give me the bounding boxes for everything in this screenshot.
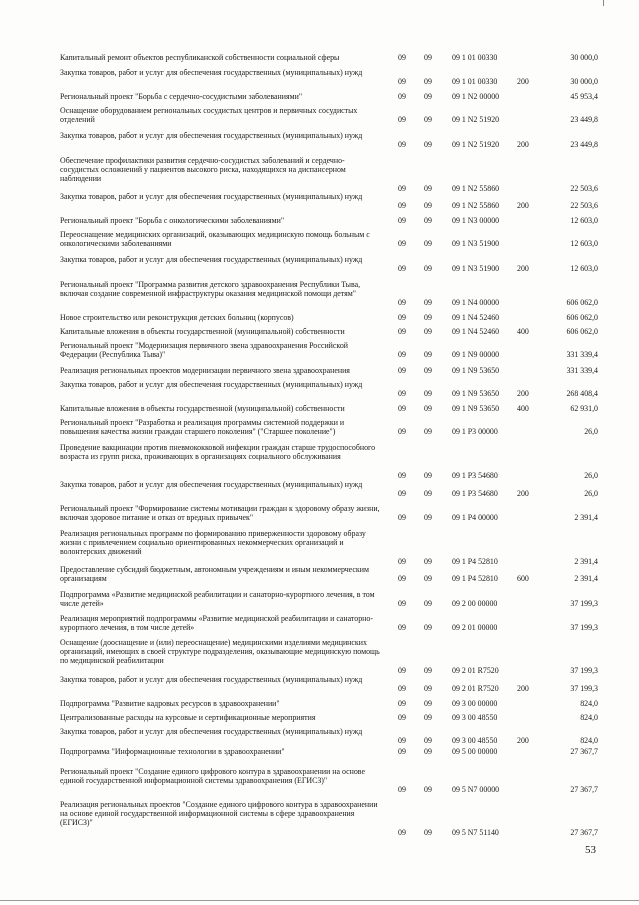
amount: 12 603,0 [570, 264, 598, 274]
amount: 268 408,4 [566, 389, 598, 399]
target-article-code: 09 1 N2 00000 [452, 92, 500, 101]
target-article-code: 09 1 P4 00000 [452, 513, 498, 523]
row-description: Предоставление субсидий бюджетным, автономным учреждениям и иным некоммерческим организациям [60, 565, 369, 584]
row-description: Закупка товаров, работ и услуг для обеспечения государственных (муниципальных) нужд [60, 380, 363, 389]
section-code: 09 [398, 313, 406, 322]
section-code: 09 [398, 470, 406, 480]
target-article-code: 09 1 N9 53650 [452, 366, 500, 375]
section-code: 09 [398, 665, 406, 675]
target-article-code: 09 1 P4 52810 [452, 574, 498, 584]
subsection-code: 09 [424, 736, 432, 746]
subsection-code: 09 [424, 239, 432, 249]
expense-type-code: 600 [517, 574, 529, 584]
section-code: 09 [398, 785, 406, 795]
target-article-code: 09 1 N4 00000 [452, 298, 500, 308]
amount: 45 953,4 [570, 92, 598, 101]
amount: 824,0 [580, 713, 598, 722]
row-description: Закупка товаров, работ и услуг для обеспечения государственных (муниципальных) нужд [60, 192, 363, 201]
amount: 26,0 [584, 489, 598, 499]
row-description: Новое строительство или реконструкция детских больниц (корпусов) [60, 313, 294, 322]
amount: 62 931,0 [570, 404, 598, 413]
subsection-code: 09 [424, 699, 432, 708]
expense-type-code: 200 [517, 77, 529, 87]
row-description: Региональный проект "Программа развития детского здравоохранения Республики Тыва, включая создание современной инфраструктуры оказания медицинской помощи детям" [60, 280, 361, 299]
expense-type-code: 200 [517, 736, 529, 746]
target-article-code: 09 3 00 48550 [452, 713, 498, 722]
amount: 2 391,4 [574, 574, 598, 584]
section-code: 09 [398, 298, 406, 308]
expense-type-code: 200 [517, 389, 529, 399]
section-code: 09 [398, 736, 406, 746]
subsection-code: 09 [424, 366, 432, 375]
target-article-code: 09 1 N4 52460 [452, 313, 500, 322]
subsection-code: 09 [424, 556, 432, 566]
amount: 23 449,8 [570, 140, 598, 150]
expense-type-code: 200 [517, 684, 529, 694]
amount: 27 367,7 [570, 827, 598, 837]
section-code: 09 [398, 747, 406, 756]
section-code: 09 [398, 201, 406, 211]
target-article-code: 09 1 N3 51900 [452, 264, 500, 274]
section-code: 09 [398, 216, 406, 225]
section-code: 09 [398, 623, 406, 633]
subsection-code: 09 [424, 713, 432, 722]
amount: 27 367,7 [570, 747, 598, 756]
section-code: 09 [398, 513, 406, 523]
expense-type-code: 200 [517, 201, 529, 211]
target-article-code: 09 1 P3 54680 [452, 470, 498, 480]
subsection-code: 09 [424, 785, 432, 795]
subsection-code: 09 [424, 53, 432, 62]
target-article-code: 09 3 00 48550 [452, 736, 498, 746]
target-article-code: 09 2 01 R7520 [452, 665, 499, 675]
section-code: 09 [398, 427, 406, 437]
subsection-code: 09 [424, 115, 432, 125]
section-code: 09 [398, 77, 406, 87]
target-article-code: 09 1 P3 00000 [452, 427, 498, 437]
section-code: 09 [398, 556, 406, 566]
subsection-code: 09 [424, 623, 432, 633]
subsection-code: 09 [424, 404, 432, 413]
subsection-code: 09 [424, 599, 432, 609]
row-description: Региональный проект "Формирование системы мотивации граждан к здоровому образу жизни, включая здоровое питание и отказ от вредных привычек" [60, 504, 380, 523]
subsection-code: 09 [424, 470, 432, 480]
row-description: Подпрограмма "Информационные технологии в здравоохранении" [60, 747, 285, 756]
section-code: 09 [398, 366, 406, 375]
amount: 824,0 [580, 699, 598, 708]
target-article-code: 09 2 01 00000 [452, 623, 498, 633]
amount: 23 449,8 [570, 115, 598, 125]
expense-type-code: 400 [517, 327, 529, 336]
row-description: Подпрограмма "Развитие кадровых ресурсов в здравоохранении" [60, 699, 280, 708]
row-description: Реализация региональных проектов модернизации первичного звена здравоохранения [60, 366, 350, 375]
section-code: 09 [398, 684, 406, 694]
section-code: 09 [398, 350, 406, 360]
amount: 331 339,4 [566, 366, 598, 375]
row-description: Региональный проект "Разработка и реализация программы системной поддержки и повышения качества жизни граждан старшего поколения" ("Старшее поколение") [60, 418, 345, 437]
row-description: Закупка товаров, работ и услуг для обеспечения государственных (муниципальных) нужд [60, 68, 363, 77]
amount: 37 199,3 [570, 684, 598, 694]
subsection-code: 09 [424, 216, 432, 225]
section-code: 09 [398, 389, 406, 399]
row-description: Проведение вакцинации против пневмококковой инфекции граждан старше трудоспособного возраста из групп риска, проживающих в организациях социального обслуживания [60, 443, 376, 462]
page-number: 53 [585, 844, 596, 856]
row-description: Региональный проект "Борьба с онкологическими заболеваниями" [60, 216, 285, 225]
expense-type-code: 200 [517, 489, 529, 499]
subsection-code: 09 [424, 313, 432, 322]
amount: 2 391,4 [574, 556, 598, 566]
target-article-code: 09 1 P3 54680 [452, 489, 498, 499]
section-code: 09 [398, 404, 406, 413]
expense-type-code: 200 [517, 264, 529, 274]
row-description: Закупка товаров, работ и услуг для обеспечения государственных (муниципальных) нужд [60, 131, 363, 140]
section-code: 09 [398, 53, 406, 62]
row-description: Реализация региональных программ по формированию приверженности здоровому образу жизни с привлечением социально ориентированных некоммерческих организаций и волонтерских движений [60, 529, 366, 557]
subsection-code: 09 [424, 574, 432, 584]
row-description: Переоснащение медицинских организаций, оказывающих медицинскую помощь больным с онкологическими заболеваниями [60, 230, 370, 249]
expense-type-code: 400 [517, 404, 529, 413]
row-description: Централизованные расходы на курсовые и сертификационные мероприятия [60, 713, 316, 722]
section-code: 09 [398, 183, 406, 193]
section-code: 09 [398, 115, 406, 125]
target-article-code: 09 2 00 00000 [452, 599, 498, 609]
target-article-code: 09 1 N2 51920 [452, 115, 500, 125]
row-description: Оснащение (дооснащение и (или) переоснащение) медицинскими изделиями медицинских организаций, имеющих в своей структуре подразделения, оказывающие медицинскую помощь по медицинской реабилитации [60, 638, 380, 666]
row-description: Капитальные вложения в объекты государственной (муниципальной) собственности [60, 404, 345, 413]
expense-type-code: 200 [517, 140, 529, 150]
section-code: 09 [398, 140, 406, 150]
subsection-code: 09 [424, 327, 432, 336]
subsection-code: 09 [424, 92, 432, 101]
row-description: Капитальные вложения в объекты государственной (муниципальной) собственности [60, 327, 345, 336]
section-code: 09 [398, 489, 406, 499]
subsection-code: 09 [424, 298, 432, 308]
target-article-code: 09 1 N2 51920 [452, 140, 500, 150]
section-code: 09 [398, 713, 406, 722]
amount: 37 199,3 [570, 623, 598, 633]
bottom-scan-line [0, 900, 639, 901]
section-code: 09 [398, 327, 406, 336]
amount: 2 391,4 [574, 513, 598, 523]
amount: 824,0 [580, 736, 598, 746]
amount: 606 062,0 [566, 298, 598, 308]
amount: 27 367,7 [570, 785, 598, 795]
row-description: Реализация региональных проектов "Создание единого цифрового контура в здравоохранении на основе единой государственной информационной системы в сфере здравоохранения (ЕГИСЗ)" [60, 800, 378, 828]
target-article-code: 09 1 01 00330 [452, 53, 498, 62]
target-article-code: 09 3 00 00000 [452, 699, 498, 708]
amount: 12 603,0 [570, 216, 598, 225]
section-code: 09 [398, 239, 406, 249]
amount: 331 339,4 [566, 350, 598, 360]
target-article-code: 09 5 N7 00000 [452, 785, 500, 795]
target-article-code: 09 1 P4 52810 [452, 556, 498, 566]
amount: 22 503,6 [570, 201, 598, 211]
target-article-code: 09 1 N9 00000 [452, 350, 500, 360]
section-code: 09 [398, 92, 406, 101]
subsection-code: 09 [424, 489, 432, 499]
amount: 26,0 [584, 470, 598, 480]
amount: 26,0 [584, 427, 598, 437]
subsection-code: 09 [424, 183, 432, 193]
section-code: 09 [398, 574, 406, 584]
target-article-code: 09 5 00 00000 [452, 747, 498, 756]
subsection-code: 09 [424, 684, 432, 694]
amount: 37 199,3 [570, 599, 598, 609]
row-description: Закупка товаров, работ и услуг для обеспечения государственных (муниципальных) нужд [60, 675, 363, 684]
amount: 37 199,3 [570, 665, 598, 675]
row-description: Обеспечение профилактики развития сердечно-сосудистых заболеваний и сердечно-сосудистых осложнений у пациентов высокого риска, находящихся на диспансерном наблюдении [60, 156, 346, 184]
target-article-code: 09 1 N3 51900 [452, 239, 500, 249]
target-article-code: 09 1 N9 53650 [452, 404, 500, 413]
subsection-code: 09 [424, 665, 432, 675]
amount: 30 000,0 [570, 53, 598, 62]
amount: 30 000,0 [570, 77, 598, 87]
target-article-code: 09 1 N2 55860 [452, 183, 500, 193]
row-description: Региональный проект "Борьба с сердечно-сосудистыми заболеваниями" [60, 92, 303, 101]
subsection-code: 09 [424, 350, 432, 360]
subsection-code: 09 [424, 389, 432, 399]
subsection-code: 09 [424, 77, 432, 87]
row-description: Подпрограмма «Развитие медицинской реабилитации и санаторно-курортного лечения, в том числе детей» [60, 590, 375, 609]
target-article-code: 09 2 01 R7520 [452, 684, 499, 694]
target-article-code: 09 1 N9 53650 [452, 389, 500, 399]
subsection-code: 09 [424, 201, 432, 211]
subsection-code: 09 [424, 747, 432, 756]
target-article-code: 09 1 N4 52460 [452, 327, 500, 336]
section-code: 09 [398, 827, 406, 837]
target-article-code: 09 1 N3 00000 [452, 216, 500, 225]
subsection-code: 09 [424, 827, 432, 837]
section-code: 09 [398, 699, 406, 708]
row-description: Региональный проект "Модернизация первичного звена здравоохранения Российской Федерации (Республика Тыва)" [60, 341, 348, 360]
row-description: Реализация мероприятий подпрограммы «Развитие медицинской реабилитации и санаторно-курортного лечения, в том числе детей» [60, 614, 373, 633]
subsection-code: 09 [424, 513, 432, 523]
amount: 606 062,0 [566, 313, 598, 322]
row-description: Оснащение оборудованием региональных сосудистых центров и первичных сосудистых отделений [60, 106, 358, 125]
section-code: 09 [398, 599, 406, 609]
row-description: Закупка товаров, работ и услуг для обеспечения государственных (муниципальных) нужд [60, 727, 363, 736]
amount: 12 603,0 [570, 239, 598, 249]
row-description: Капитальный ремонт объектов республиканской собственности социальной сферы [60, 53, 340, 62]
subsection-code: 09 [424, 264, 432, 274]
subsection-code: 09 [424, 140, 432, 150]
target-article-code: 09 1 01 00330 [452, 77, 498, 87]
section-code: 09 [398, 264, 406, 274]
target-article-code: 09 5 N7 51140 [452, 827, 499, 837]
target-article-code: 09 1 N2 55860 [452, 201, 500, 211]
subsection-code: 09 [424, 427, 432, 437]
amount: 606 062,0 [566, 327, 598, 336]
row-description: Закупка товаров, работ и услуг для обеспечения государственных (муниципальных) нужд [60, 255, 363, 264]
row-description: Закупка товаров, работ и услуг для обеспечения государственных (муниципальных) нужд [60, 480, 363, 489]
amount: 22 503,6 [570, 183, 598, 193]
row-description: Региональный проект "Создание единого цифрового контура в здравоохранении на основе единой государственной информационной системы здравоохранения (ЕГИСЗ)" [60, 767, 365, 786]
